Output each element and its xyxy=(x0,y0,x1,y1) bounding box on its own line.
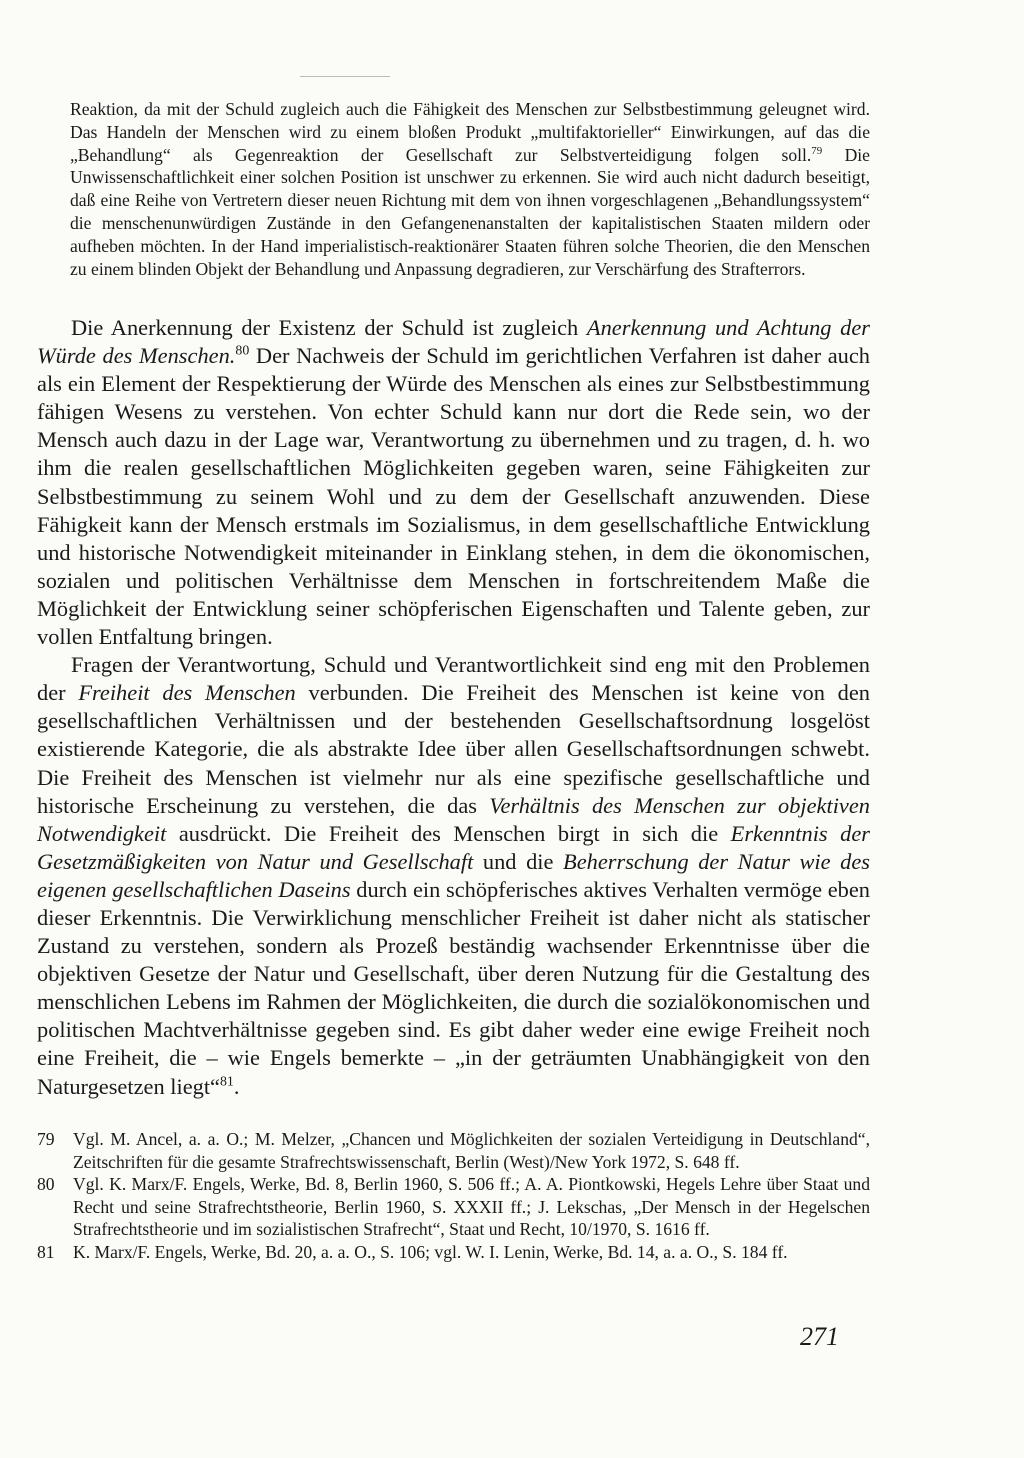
footnote-81 xyxy=(37,1241,870,1264)
text-run: Fragen der Verantwortung, Schuld und Verantwortlichkeit sind eng mit den Problemen der xyxy=(37,652,870,706)
text-run: ausdrückt. Die Freiheit des Menschen birgt in sich die xyxy=(166,820,731,846)
footnote-number: 80 xyxy=(37,1174,55,1194)
text-run: und die xyxy=(473,848,564,874)
intro-paragraph xyxy=(70,98,870,280)
footnote-text: Vgl. K. Marx/F. Engels, Werke, Bd. 8, Berlin 1960, S. 506 ff.; A. A. Piontkowski, Hegels Lehre über Staat und Recht und seine Strafrechtstheorie, Berlin 1960, S. XXXII ff.; J. Lekschas, „Der Mensch in der Hegelschen Strafrechtstheorie und im sozialistischen Strafrecht“, Staat und Recht, 10/1970, S. 1616 ff. xyxy=(73,1174,870,1239)
footnote-80 xyxy=(37,1173,870,1241)
paragraph-2 xyxy=(37,651,870,1101)
emphasis: Beherrschung der Natur wie des eigenen gesellschaftlichen Daseins xyxy=(37,848,871,902)
footnote-ref: 79 xyxy=(811,144,823,157)
page-number: 271 xyxy=(800,1322,839,1351)
paragraph-1 xyxy=(37,314,870,651)
footnote-number: 81 xyxy=(37,1241,55,1262)
footnote-ref: 81 xyxy=(219,1074,234,1090)
main-text xyxy=(37,314,870,1101)
text-run: Der Nachweis der Schuld im gerichtlichen Verfahren ist daher auch als ein Element der Respektierung der Würde des Menschen als eines zur Selbstbestimmung fähigen Wesens zu verstehen. Von echter Schuld kann nur dort die Rede sein, wo der Mensch auch dazu in der Lage war, Verantwortung zu übernehmen und zu tragen, d. h. wo ihm die realen gesellschaftlichen Möglichkeiten gegeben waren, seine Fähigkeiten zur Selbstbestimmung zu seinem Wohl und zu dem der Gesellschaft anzuwenden. Diese Fähigkeit kann der Mensch erstmals im Sozialismus, in dem gesellschaftliche Entwicklung und historische Notwendigkeit miteinander in Einklang stehen, in dem die ökonomischen, sozialen und politischen Verhältnisse dem Menschen in fortschreitendem Maße die Möglichkeit der Entwicklung seiner schöpferischen Eigenschaften und Talente geben, zur vollen Entfaltung bringen. xyxy=(37,343,870,650)
emphasis: Verhältnis des Menschen zur objektiven Notwendigkeit xyxy=(37,792,870,846)
footnote-number: 79 xyxy=(37,1129,55,1149)
footnotes xyxy=(37,1128,870,1263)
emphasis: Freiheit des Menschen xyxy=(78,680,296,706)
footnote-text: Vgl. M. Ancel, a. a. O.; M. Melzer, „Chancen und Möglichkeiten der sozialen Verteidigung in Deutschland“, Zeitschriften für die gesamte Strafrechtswissenschaft, Berlin (West)/New York 1972, S. 648 ff. xyxy=(73,1129,870,1172)
footnote-ref: 80 xyxy=(235,343,250,359)
text-run: Reaktion, da mit der Schuld zugleich auch die Fähigkeit des Menschen zur Selbstbestimmung geleugnet wird. Das Handeln der Menschen wird zu einem bloßen Produkt „multifaktorieller“ Einwirkungen, auf das die „Behandlung“ als Gegenreaktion der Gesellschaft zur Selbstverteidigung folgen soll. xyxy=(70,99,870,165)
text-run: durch ein schöpferisches aktives Verhalten vermöge eben dieser Erkenntnis. Die Verwirklichung menschlicher Freiheit ist daher nicht als statischer Zustand zu verstehen, sondern als Prozeß beständig wachsender Erkenntnisse über die objektiven Gesetze der Natur und Gesellschaft, über deren Nutzung für die Gestaltung des menschlichen Lebens im Rahmen der Möglichkeiten, die durch die sozialökonomischen und politischen Machtverhältnisse gegeben sind. Es gibt daher weder eine ewige Freiheit noch eine Freiheit, die – wie Engels bemerkte – „in der geträumten Unabhängigkeit von den Naturgesetzen liegt“ xyxy=(37,876,870,1099)
footnote-79 xyxy=(37,1128,870,1173)
emphasis: Anerkennung und Achtung der Würde des Menschen. xyxy=(37,315,870,369)
top-rule xyxy=(300,76,390,77)
text-run: verbunden. Die Freiheit des Menschen ist keine von den gesellschaftlichen Verhältnissen und der bestehenden Gesellschaftsordnung losgelöst existierende Kategorie, die als abstrakte Idee über allen Gesellschaftsordnungen schwebt. Die Freiheit des Menschen ist vielmehr nur als eine spezifische gesellschaftliche und historische Erscheinung zu verstehen, die das xyxy=(37,680,870,818)
emphasis: Erkenntnis der Gesetzmäßigkeiten von Natur und Gesellschaft xyxy=(37,820,871,874)
text-run: Die Unwissenschaftlichkeit einer solchen Position ist unschwer zu erkennen. Sie wird auch nicht dadurch beseitigt, daß eine Reihe von Vertretern dieser neuen Richtung mit dem von ihnen vorgeschlagenen „Behandlungssystem“ die menschenunwürdigen Zustände in den Gefangenenanstalten der kapitalistischen Staaten mildern oder aufheben möchten. In der Hand imperialistisch-reaktionärer Staaten führen solche Theorien, die den Menschen zu einem blinden Objekt der Behandlung und Anpassung degradieren, zur Verschärfung des Strafterrors. xyxy=(70,144,870,279)
footnote-text: K. Marx/F. Engels, Werke, Bd. 20, a. a. O., S. 106; vgl. W. I. Lenin, Werke, Bd. 14, a. a. O., S. 184 ff. xyxy=(73,1241,788,1262)
text-run: Die Anerkennung der Existenz der Schuld ist zugleich xyxy=(71,315,587,340)
text-run: . xyxy=(233,1073,240,1099)
